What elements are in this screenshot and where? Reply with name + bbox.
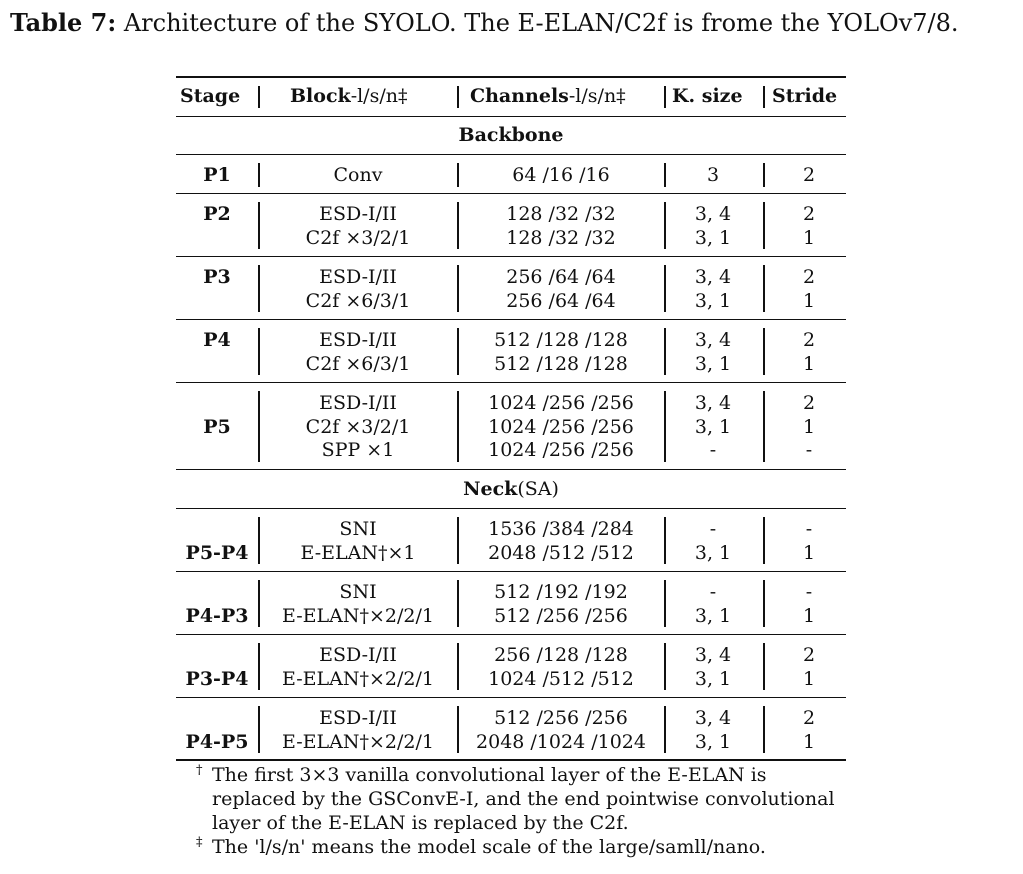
cell-stride: 1 xyxy=(802,541,816,564)
cell-stride: 1 xyxy=(802,352,816,375)
cell-block: Conv xyxy=(333,164,383,186)
cell-k: 3, 1 xyxy=(694,226,732,249)
column-divider xyxy=(664,202,666,249)
section-rule xyxy=(176,469,846,470)
section-neck xyxy=(176,477,846,501)
cell-stride: - xyxy=(805,518,813,540)
stage-label: P1 xyxy=(203,164,231,186)
cell-block: E-ELAN†×1 xyxy=(300,541,416,564)
cell-k: 3, 4 xyxy=(694,707,732,729)
cell-k: 3, 4 xyxy=(694,203,732,225)
cell-channels: 1024 /512 /512 xyxy=(488,667,634,690)
cell-k: 3, 4 xyxy=(694,329,732,351)
column-divider xyxy=(763,202,765,249)
cell-k: 3, 4 xyxy=(694,644,732,666)
header-divider xyxy=(664,86,666,108)
cell-channels: 512 /192 /192 xyxy=(494,581,628,603)
cell-channels: 512 /256 /256 xyxy=(494,604,628,627)
cell-stride: 2 xyxy=(802,203,816,225)
note-text: The 'l/s/n' means the model scale of the large/samll/nano. xyxy=(212,836,766,858)
note-text: The first 3×3 vanilla convolutional layer of the E-ELAN is replaced by the GSConvE-I, and the end pointwise convolutional layer of the E-ELAN is replaced by the C2f. xyxy=(212,764,835,834)
note-mark: ‡ xyxy=(196,835,203,850)
cell-stride: 2 xyxy=(802,266,816,288)
cell-channels: 128 /32 /32 xyxy=(506,203,616,225)
cell-block: C2f ×6/3/1 xyxy=(305,289,411,312)
cell-channels: 64 /16 /16 xyxy=(512,164,610,186)
column-divider xyxy=(664,328,666,375)
column-divider xyxy=(664,265,666,312)
column-divider xyxy=(457,163,459,187)
column-divider xyxy=(763,391,765,462)
cell-block: ESD-I/II xyxy=(319,266,397,288)
group-rule xyxy=(176,256,846,257)
column-divider xyxy=(763,706,765,753)
cell-stride: 1 xyxy=(802,667,816,690)
cell-block: SPP ×1 xyxy=(321,439,395,461)
column-divider xyxy=(457,517,459,564)
cell-block: C2f ×6/3/1 xyxy=(305,352,411,375)
section-backbone: Backbone xyxy=(458,124,564,146)
cell-block: ESD-I/II xyxy=(319,203,397,225)
cell-k: 3, 1 xyxy=(694,352,732,375)
group-rule xyxy=(176,571,846,572)
cell-channels: 256 /128 /128 xyxy=(494,644,628,666)
header-block-suffix: -l/s/n‡ xyxy=(350,85,408,107)
column-divider xyxy=(457,265,459,312)
cell-stride: 2 xyxy=(802,164,816,186)
cell-k: 3, 1 xyxy=(694,667,732,690)
cell-stride: 2 xyxy=(802,644,816,666)
caption-text: Architecture of the SYOLO. The E-ELAN/C2f is frome the YOLOv7/8. xyxy=(123,9,959,37)
table-notes xyxy=(196,763,856,859)
cell-stride: 2 xyxy=(802,392,816,414)
cell-block: SNI xyxy=(339,581,377,603)
cell-stride: 1 xyxy=(802,289,816,312)
column-divider xyxy=(763,580,765,627)
cell-stride: - xyxy=(805,439,813,461)
cell-k: - xyxy=(709,518,717,540)
column-divider xyxy=(258,391,260,462)
cell-channels: 256 /64 /64 xyxy=(506,289,616,312)
cell-stride: - xyxy=(805,581,813,603)
cell-stride: 1 xyxy=(802,415,816,438)
column-divider xyxy=(258,706,260,753)
header-channels-suffix: -l/s/n‡ xyxy=(568,85,626,107)
column-divider xyxy=(763,517,765,564)
column-divider xyxy=(258,517,260,564)
header-block xyxy=(290,84,407,108)
group-rule xyxy=(176,382,846,383)
column-divider xyxy=(258,328,260,375)
column-divider xyxy=(664,643,666,690)
group-rule xyxy=(176,193,846,194)
header-block-bold: Block xyxy=(290,85,351,107)
header-rule xyxy=(176,116,846,117)
cell-k: 3, 1 xyxy=(694,604,732,627)
header-channels xyxy=(470,84,626,108)
cell-k: - xyxy=(709,439,717,461)
cell-stride: 2 xyxy=(802,707,816,729)
column-divider xyxy=(457,202,459,249)
cell-k: - xyxy=(709,581,717,603)
cell-block: C2f ×3/2/1 xyxy=(305,415,411,438)
cell-block: ESD-I/II xyxy=(319,707,397,729)
cell-block: ESD-I/II xyxy=(319,329,397,351)
cell-k: 3, 1 xyxy=(694,289,732,312)
column-divider xyxy=(457,328,459,375)
cell-k: 3, 1 xyxy=(694,730,732,753)
cell-channels: 128 /32 /32 xyxy=(506,226,616,249)
column-divider xyxy=(664,391,666,462)
cell-k: 3, 4 xyxy=(694,392,732,414)
stage-label: P4-P5 xyxy=(185,730,249,753)
cell-channels: 512 /256 /256 xyxy=(494,707,628,729)
table-caption xyxy=(10,8,959,37)
column-divider xyxy=(664,163,666,187)
cell-k: 3, 1 xyxy=(694,541,732,564)
section-rule xyxy=(176,508,846,509)
group-rule xyxy=(176,634,846,635)
column-divider xyxy=(664,580,666,627)
column-divider xyxy=(258,265,260,312)
cell-stride: 2 xyxy=(802,329,816,351)
cell-k: 3, 1 xyxy=(694,415,732,438)
top-rule xyxy=(176,76,846,78)
cell-channels: 1024 /256 /256 xyxy=(488,415,634,438)
note-mark: † xyxy=(196,763,203,778)
column-divider xyxy=(258,580,260,627)
section-neck-bold: Neck xyxy=(463,478,518,500)
header-divider xyxy=(258,86,260,108)
stage-label: P4 xyxy=(203,329,231,351)
cell-channels: 512 /128 /128 xyxy=(494,329,628,351)
cell-k: 3 xyxy=(706,164,720,186)
section-neck-suffix: (SA) xyxy=(517,478,559,500)
group-rule xyxy=(176,319,846,320)
header-stage: Stage xyxy=(180,85,241,107)
column-divider xyxy=(763,163,765,187)
header-ksize: K. size xyxy=(672,85,743,107)
cell-block: ESD-I/II xyxy=(319,644,397,666)
cell-stride: 1 xyxy=(802,604,816,627)
section-rule xyxy=(176,154,846,155)
cell-channels: 256 /64 /64 xyxy=(506,266,616,288)
stage-label: P2 xyxy=(203,203,231,225)
cell-channels: 2048 /1024 /1024 xyxy=(476,730,646,753)
cell-channels: 512 /128 /128 xyxy=(494,352,628,375)
header-divider xyxy=(763,86,765,108)
note-ddagger xyxy=(196,835,856,859)
column-divider xyxy=(763,265,765,312)
column-divider xyxy=(258,163,260,187)
column-divider xyxy=(763,643,765,690)
bottom-rule xyxy=(176,759,846,761)
cell-channels: 1024 /256 /256 xyxy=(488,439,634,461)
stage-label: P3-P4 xyxy=(185,667,249,690)
header-channels-bold: Channels xyxy=(470,85,569,107)
column-divider xyxy=(457,706,459,753)
stage-label: P3 xyxy=(203,266,231,288)
column-divider xyxy=(258,202,260,249)
cell-stride: 1 xyxy=(802,730,816,753)
header-stride: Stride xyxy=(772,85,838,107)
cell-block: SNI xyxy=(339,518,377,540)
cell-block: C2f ×3/2/1 xyxy=(305,226,411,249)
stage-label: P5 xyxy=(203,415,231,438)
cell-block: E-ELAN†×2/2/1 xyxy=(282,667,434,690)
cell-channels: 1024 /256 /256 xyxy=(488,392,634,414)
stage-label: P5-P4 xyxy=(185,541,249,564)
header-divider xyxy=(457,86,459,108)
stage-label: P4-P3 xyxy=(185,604,249,627)
column-divider xyxy=(258,643,260,690)
column-divider xyxy=(763,328,765,375)
cell-block: ESD-I/II xyxy=(319,392,397,414)
column-divider xyxy=(457,643,459,690)
note-dagger xyxy=(196,763,856,835)
caption-label: Table 7: xyxy=(10,8,117,37)
cell-channels: 2048 /512 /512 xyxy=(488,541,634,564)
column-divider xyxy=(457,580,459,627)
cell-stride: 1 xyxy=(802,226,816,249)
group-rule xyxy=(176,697,846,698)
column-divider xyxy=(664,706,666,753)
cell-block: E-ELAN†×2/2/1 xyxy=(282,604,434,627)
column-divider xyxy=(664,517,666,564)
cell-block: E-ELAN†×2/2/1 xyxy=(282,730,434,753)
column-divider xyxy=(457,391,459,462)
cell-channels: 1536 /384 /284 xyxy=(488,518,634,540)
cell-k: 3, 4 xyxy=(694,266,732,288)
